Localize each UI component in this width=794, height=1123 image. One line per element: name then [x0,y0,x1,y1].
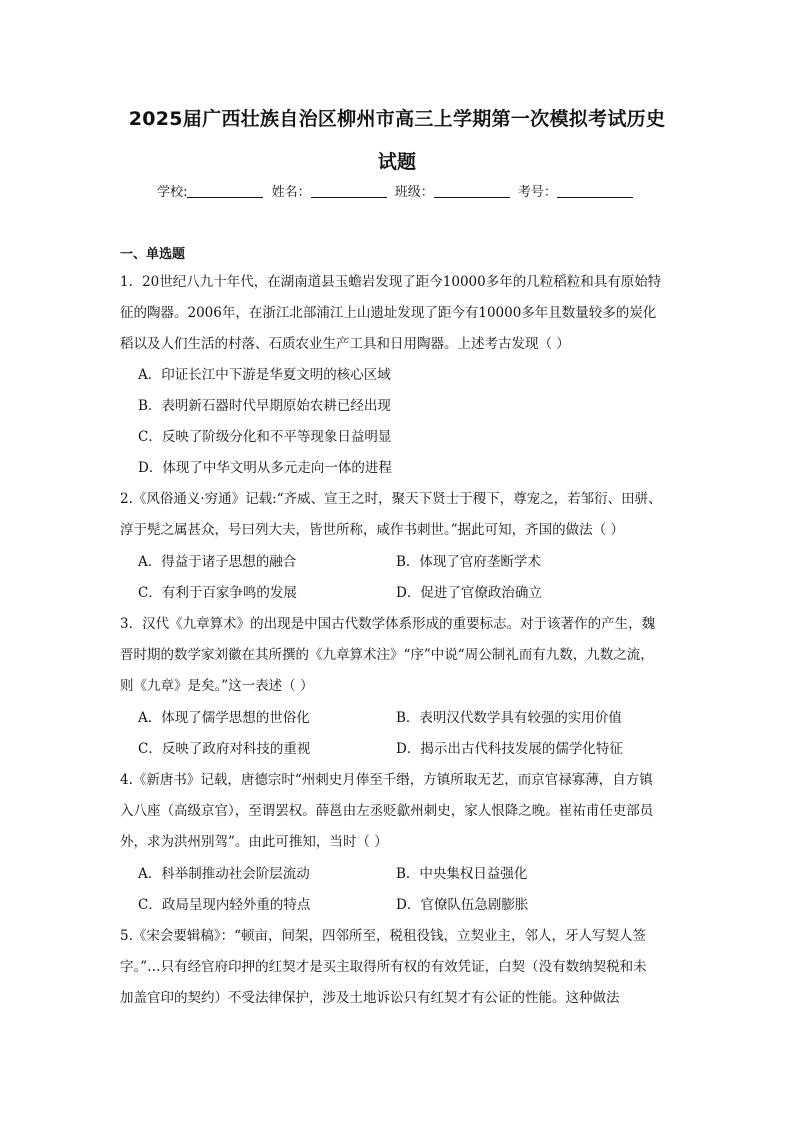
q1-line-1: 1．20世纪八九十年代，在湖南道县玉蟾岩发现了距今10000多年的几粒稻粒和具有原始特 [120,274,662,290]
q4-line-1: 4.《新唐书》记载，唐德宗时“州刺史月俸至千缗，方镇所取无艺，而京官禄寡薄，自方镇 [120,772,653,788]
exam-title-line1: 2025届广西壮族自治区柳州市高三上学期第一次模拟考试历史 [128,108,666,130]
number-label: 考号： [517,185,557,200]
q3-option-b[interactable]: B．表明汉代数学具有较强的实用价值 [396,710,622,726]
q4-option-d[interactable]: D．官僚队伍急剧膨胀 [396,897,529,913]
exam-title-line2: 试题 [377,151,417,173]
q4-option-c[interactable]: C．政局呈现内轻外重的特点 [138,897,311,913]
q1-option-c[interactable]: C．反映了阶级分化和不平等现象日益明显 [138,429,392,445]
q1-option-a[interactable]: A．印证长江中下游是华夏文明的核心区域 [138,367,391,383]
q1-option-d[interactable]: D．体现了中华文明从多元走向一体的进程 [138,460,392,476]
q1-line-2: 征的陶器。2006年，在浙江北部浦江上山遗址发现了距今有10000多年且数量较多的炭化 [120,305,657,321]
q3-line-2: 晋时期的数学家刘徽在其所撰的《九章算术注》“序”中说“周公制礼而有九数，九数之流， [120,647,654,663]
q1-line-3: 稻以及人们生活的村落、石质农业生产工具和日用陶器。上述考古发现（ ） [120,336,570,352]
q4-option-b[interactable]: B．中央集权日益强化 [396,866,528,882]
class-blank [434,185,510,198]
number-blank [557,185,633,198]
school-blank [187,185,263,198]
q3-option-d[interactable]: D．揭示出古代科技发展的儒学化特征 [396,741,623,757]
q2-option-d[interactable]: D．促进了官僚政治确立 [396,585,542,601]
q2-option-c[interactable]: C．有利于百家争鸣的发展 [138,585,297,601]
q4-line-3: 外，求为洪州别驾”。由此可推知，当时（ ） [120,834,388,850]
q5-line-3: 加盖官印的契约）不受法律保护，涉及土地诉讼只有红契才有公证的性能。这种做法 [120,990,620,1006]
q2-option-b[interactable]: B．体现了官府垄断学术 [396,554,541,570]
q3-line-3: 则《九章》是矣。”这一表述（ ） [120,678,314,694]
q3-option-a[interactable]: A．体现了儒学思想的世俗化 [138,710,310,726]
school-label: 学校: [157,185,188,200]
class-label: 班级： [394,185,434,200]
q4-line-2: 入八座（高级京官），至谓罢权。薛邕由左丞贬歙州刺史，家人恨降之晚。崔祐甫任吏部员 [120,803,654,819]
q4-option-a[interactable]: A．科举制推动社会阶层流动 [138,866,310,882]
q5-line-1: 5.《宋会要辑稿》：“顿亩，间架，四邻所至，税租役钱，立契业主，邻人，牙人写契人签 [120,928,647,944]
q3-line-1: 3．汉代《九章算术》的出现是中国古代数学体系形成的重要标志。对于该著作的产生，魏 [120,616,656,632]
section-heading: 一、单选题 [120,247,186,262]
q1-option-b[interactable]: B．表明新石器时代早期原始农耕已经出现 [138,398,391,414]
student-info-row [0,181,794,200]
q3-option-c[interactable]: C．反映了政府对科技的重视 [138,741,311,757]
q2-line-1: 2.《风俗通义·穷通》记载:“齐威、宣王之时，聚天下贤士于稷下，尊宠之，若邹衍、田骈、 [120,491,662,507]
name-label: 姓名： [271,185,311,200]
q2-option-a[interactable]: A．得益于诸子思想的融合 [138,554,297,570]
q5-line-2: 字。”…只有经官府印押的红契才是买主取得所有权的有效凭证，白契（没有数纳契税和未 [120,959,647,975]
name-blank [311,185,387,198]
q2-line-2: 淳于髡之属甚众，号曰列大夫，皆世所称，咸作书刺世。”据此可知，齐国的做法（ ） [120,522,624,538]
